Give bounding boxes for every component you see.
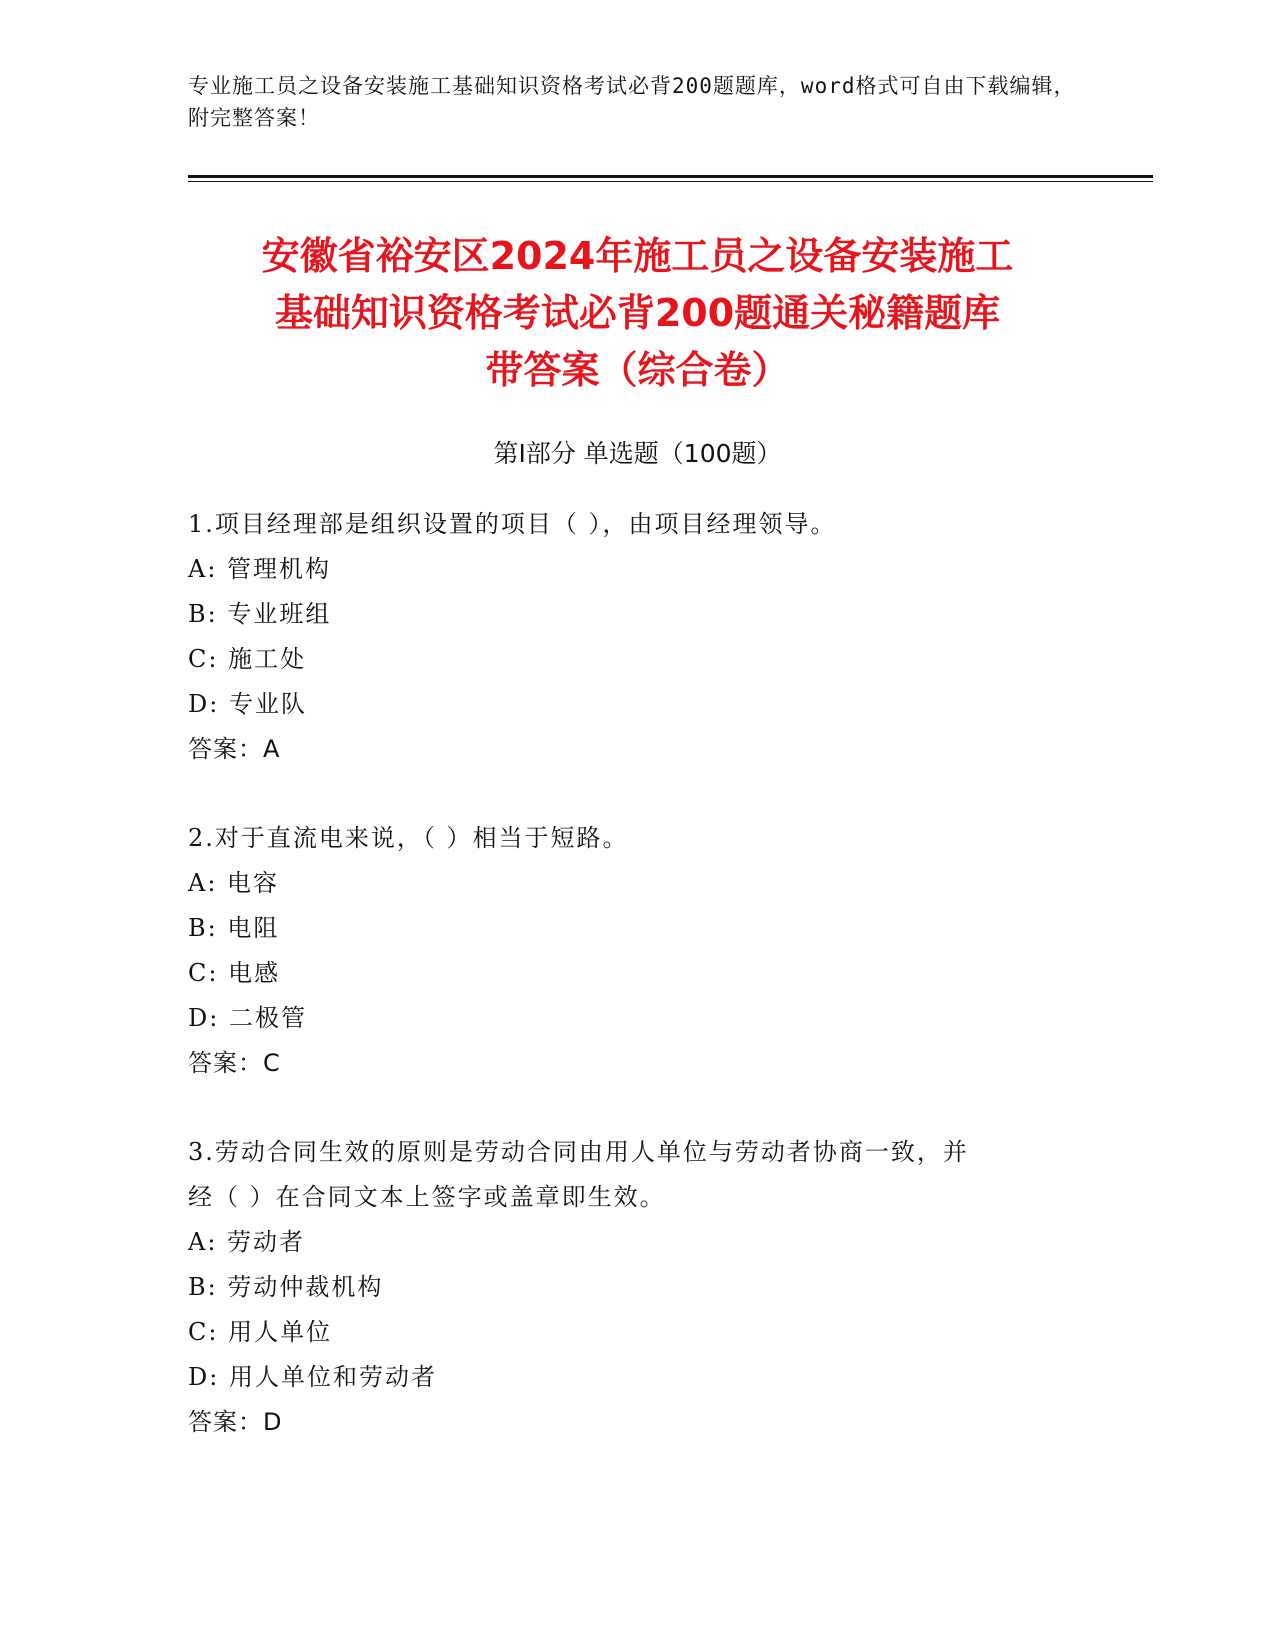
option-c: C: 施工处 [188,645,307,673]
header-note: 专业施工员之设备安装施工基础知识资格考试必背200题题库，word格式可自由下载编辑，附完整答案！ [188,74,1076,130]
document-title-line-2: 基础知识资格考试必背200题通关秘籍题库 [274,291,1001,335]
question-stem: 1.项目经理部是组织设置的项目（ ），由项目经理领导。 [188,510,837,538]
option-b: B: 劳动仲裁机构 [188,1273,384,1301]
header-divider-thick [188,175,1153,178]
option-a: A: 电容 [188,869,280,897]
section-heading: 第Ⅰ部分 单选题（100题） [493,439,782,468]
question-stem-line-1: 3.劳动合同生效的原则是劳动合同由用人单位与劳动者协商一致，并 [188,1138,969,1166]
option-b: B: 专业班组 [188,600,332,628]
option-a: A: 管理机构 [188,555,332,583]
option-b: B: 电阻 [188,914,280,942]
document-title [140,228,1135,399]
answer: 答案：A [188,735,281,763]
option-c: C: 用人单位 [188,1318,333,1346]
question-2 [188,816,1088,1086]
document-title-line-3: 带答案（综合卷） [485,348,790,392]
option-d: D: 用人单位和劳动者 [188,1363,437,1391]
option-a: A: 劳动者 [188,1228,306,1256]
question-stem-line-2: 经（ ）在合同文本上签字或盖章即生效。 [188,1183,666,1211]
document-title-line-1: 安徽省裕安区2024年施工员之设备安装施工 [261,234,1014,278]
answer: 答案：C [188,1049,281,1077]
option-d: D: 专业队 [188,690,307,718]
question-stem: 2.对于直流电来说，（ ）相当于短路。 [188,824,629,852]
answer: 答案：D [188,1408,283,1436]
option-c: C: 电感 [188,959,281,987]
option-d: D: 二极管 [188,1004,307,1032]
question-3 [188,1130,1088,1445]
header-divider-thin [188,181,1153,182]
question-1 [188,502,1088,772]
